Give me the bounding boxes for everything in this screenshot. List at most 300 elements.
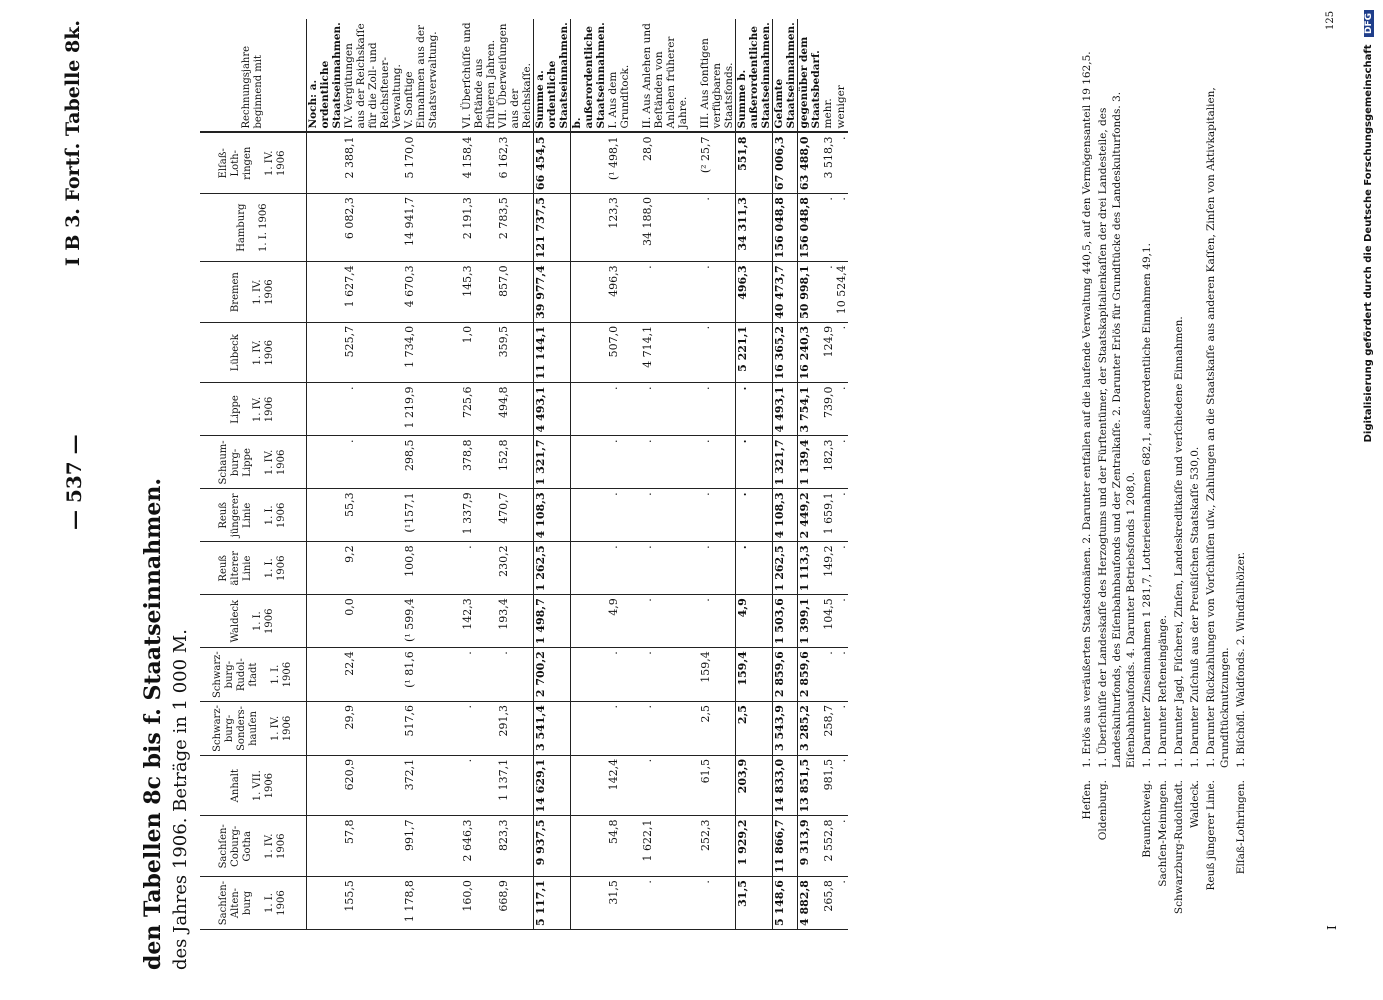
table-row <box>403 19 461 929</box>
table-cell: 6 082,3 <box>343 194 403 262</box>
footnote-text: 1. Darunter Jagd, Fiſcherei, Zinſen, Landeskreditkaſſe und verſchiedene Einnahmen. <box>1173 316 1185 768</box>
table-cell <box>307 648 344 702</box>
column-name: Elſaß-Loth-ringen <box>218 146 253 180</box>
table-cell: . <box>461 755 497 816</box>
row-label: III. Aus ſonſtigen verfügbaren Staatsfonds. <box>699 19 736 132</box>
table-cell: 14 941,7 <box>403 194 461 262</box>
table-cell: 9 937,5 <box>534 816 571 877</box>
footnote <box>1096 50 1138 930</box>
table-cell: . <box>835 702 848 756</box>
table-row <box>307 19 344 929</box>
table-cell: 123,3 <box>607 194 641 262</box>
table-cell: 2 700,2 <box>534 648 571 702</box>
table-cell: . <box>699 262 736 323</box>
table-cell: 156 048,8 <box>798 194 823 262</box>
footnote-state: Braunſchweig. <box>1141 780 1153 858</box>
footnote-state: Oldenburg. <box>1097 780 1109 841</box>
table-cell: . <box>835 542 848 595</box>
footnote-text: 1. Darunter Rückzahlungen von Vorſchüſſen uſw., Zahlungen an die Staatskaſſe aus anderen Kaſſen, Zinſen von Aktivkapitalien, Grundſtücknutzungen. <box>1205 87 1231 768</box>
table-cell: 11 144,1 <box>534 322 571 383</box>
table-cell: 5 148,6 <box>773 877 798 930</box>
table-cell <box>571 194 608 262</box>
table-cell: 55,3 <box>343 489 403 542</box>
column-name: Bremen <box>230 272 241 313</box>
table-cell: 149,2 <box>822 542 835 595</box>
table-header-row <box>200 19 307 929</box>
table-cell: (² 25,7 <box>699 132 736 193</box>
table-cell: 4 882,8 <box>798 877 823 930</box>
table-cell: 1 137,1 <box>497 755 534 816</box>
row-label: VII. Überweiſungen aus der Reichskaſſe. <box>497 19 534 132</box>
table-cell: 40 473,7 <box>773 262 798 323</box>
table-cell <box>307 542 344 595</box>
table-cell: . <box>343 436 403 489</box>
table-cell: 2 552,8 <box>822 816 835 877</box>
column-header <box>200 322 307 383</box>
column-date: 1. IV. 1906 <box>252 279 275 305</box>
column-name: Lübeck <box>230 334 241 372</box>
table-cell: . <box>641 877 699 930</box>
row-label: V. Sonſtige Einnahmen aus der Staatsverwaltung. <box>403 19 461 132</box>
table-cell: 193,4 <box>497 595 534 648</box>
row-label: weniger <box>835 19 848 132</box>
table-cell: 517,6 <box>403 702 461 756</box>
table-cell: . <box>641 489 699 542</box>
column-name: Sachſen-Alten-burg <box>218 880 253 926</box>
row-label: II. Aus Anlehen und Beſtänden von Anlehen früherer Jahre. <box>641 19 699 132</box>
row-label: b. außerordentliche Staatseinnahmen. <box>571 19 608 132</box>
table-cell: 4 493,1 <box>773 383 798 436</box>
column-date: 1. IV. 1906 <box>264 150 287 176</box>
table-cell: 551,8 <box>736 132 773 193</box>
table-row <box>607 19 641 929</box>
column-header <box>200 436 307 489</box>
table-cell: 152,8 <box>497 436 534 489</box>
table-cell: . <box>736 383 773 436</box>
column-date: 1. IV. 1906 <box>252 396 275 423</box>
table-cell: 5 170,0 <box>403 132 461 193</box>
table-cell: 1 929,2 <box>736 816 773 877</box>
table-cell: . <box>607 489 641 542</box>
table-cell: 1 498,7 <box>534 595 571 648</box>
table-cell: . <box>641 262 699 323</box>
table-cell: . <box>461 648 497 702</box>
table-cell: 2 646,3 <box>461 816 497 877</box>
table-cell: 494,8 <box>497 383 534 436</box>
table-cell: 1 627,4 <box>343 262 403 323</box>
table-reference: I B 3. Fortſ. Tabelle 8k. <box>62 20 84 267</box>
table-cell: 4,9 <box>736 595 773 648</box>
table-cell <box>571 702 608 756</box>
table-cell: 14 833,0 <box>773 755 798 816</box>
table-cell: . <box>699 877 736 930</box>
table-cell: 28,0 <box>641 132 699 193</box>
table-cell: . <box>699 194 736 262</box>
page-title: den Tabellen 8c bis f. Staatseinnahmen. <box>140 477 166 970</box>
digitization-credit <box>1363 10 1374 1000</box>
table-cell <box>307 436 344 489</box>
table-cell: 100,8 <box>403 542 461 595</box>
table-cell <box>571 322 608 383</box>
table-cell: . <box>607 702 641 756</box>
footnote-text: 1. Darunter Zinseinnahmen 1 281,7, Lotterieeinnahmen 682,1, außerordentliche Einnahmen 49,1. <box>1141 243 1153 768</box>
table-cell: . <box>497 648 534 702</box>
table-cell: . <box>641 648 699 702</box>
column-date: 1. IV. 1906 <box>252 339 275 366</box>
table-cell: 258,7 <box>822 702 835 756</box>
table-cell: 1 399,1 <box>798 595 823 648</box>
table-cell: 4 158,4 <box>461 132 497 193</box>
column-name: Sachſen-Coburg-Gotha <box>218 824 253 869</box>
table-cell: 857,0 <box>497 262 534 323</box>
table-cell: . <box>699 595 736 648</box>
table-cell: 13 851,5 <box>798 755 823 816</box>
table-cell: 620,9 <box>343 755 403 816</box>
table-cell <box>571 436 608 489</box>
table-cell: 1 321,7 <box>773 436 798 489</box>
table-cell: 159,4 <box>699 648 736 702</box>
table-cell: 3 285,2 <box>798 702 823 756</box>
row-label: VI. Überſchüſſe und Beſtände aus früheren Jahren. <box>461 19 497 132</box>
table-cell: . <box>641 702 699 756</box>
table-cell <box>307 595 344 648</box>
row-label: mehr. <box>822 19 835 132</box>
table-cell <box>307 132 344 193</box>
table-cell: 50 998,1 <box>798 262 823 323</box>
footnote <box>1140 50 1154 930</box>
table-cell: . <box>835 322 848 383</box>
dfg-logo: DFG <box>1364 10 1374 37</box>
table-cell: 372,1 <box>403 755 461 816</box>
table-body <box>307 19 849 929</box>
table-cell: 668,9 <box>497 877 534 930</box>
row-label: gegenüber dem Staatsbedarf. <box>798 19 823 132</box>
table-cell: . <box>835 816 848 877</box>
table-cell: 725,6 <box>461 383 497 436</box>
table-cell: . <box>699 436 736 489</box>
footnote-text: 1. Biſchöfl. Waldfonds. 2. Windfallhölzer. <box>1235 552 1247 768</box>
table-cell: . <box>835 194 848 262</box>
table-cell: . <box>641 595 699 648</box>
table-cell: 2 388,1 <box>343 132 403 193</box>
table-cell <box>307 816 344 877</box>
column-date: 1. I. 1906 <box>252 608 275 634</box>
column-header <box>200 877 307 930</box>
table-row <box>835 19 848 929</box>
table-row <box>822 19 835 929</box>
table-cell: 9,2 <box>343 542 403 595</box>
table-cell: 121 737,5 <box>534 194 571 262</box>
table-cell <box>571 816 608 877</box>
column-header <box>200 489 307 542</box>
table-cell: 5 117,1 <box>534 877 571 930</box>
column-name: Reuß älterer Linie <box>218 551 253 586</box>
table-cell: 2 859,6 <box>773 648 798 702</box>
table-cell: 124,9 <box>822 322 835 383</box>
table-cell: . <box>736 489 773 542</box>
table-cell: 11 866,7 <box>773 816 798 877</box>
row-header: Rechnungsjahre beginnend mit <box>200 19 307 132</box>
table-cell: . <box>607 383 641 436</box>
table-cell: 1 113,3 <box>798 542 823 595</box>
table-cell: 39 977,4 <box>534 262 571 323</box>
table-cell: 298,5 <box>403 436 461 489</box>
table-cell: 2,5 <box>736 702 773 756</box>
table-cell: 54,8 <box>607 816 641 877</box>
table-cell: . <box>607 436 641 489</box>
table-cell: 1 262,5 <box>534 542 571 595</box>
footnote-state: Sachſen-Meiningen. <box>1157 780 1169 887</box>
table-cell: 142,4 <box>607 755 641 816</box>
table-cell <box>307 322 344 383</box>
table-cell: 496,3 <box>607 262 641 323</box>
table-cell: . <box>343 383 403 436</box>
column-date: 1. I. 1906 <box>264 890 287 916</box>
table-cell: 160,0 <box>461 877 497 930</box>
table-row <box>773 19 798 929</box>
table-cell: 61,5 <box>699 755 736 816</box>
column-date: 1. VII. 1906 <box>252 770 275 802</box>
table-cell: 1 219,9 <box>403 383 461 436</box>
table-cell: 1 659,1 <box>822 489 835 542</box>
table-cell: . <box>835 489 848 542</box>
table-cell: 155,5 <box>343 877 403 930</box>
footnote-text: 1. Überſchüſſe der Landeskaſſe des Herzogtums und der Fürſtentümer, der Staatskapitalienkaſſen der drei Landesteile, des Landeskulturfonds, des Eiſenbahnbaufonds und der Zentralkaſſe. 2. Darunter Erlös für Grundſtücke des Landeskulturfonds. 3. Eiſenbahnbaufonds. 4. Darunter Betriebsfonds 1 208,0. <box>1097 91 1137 768</box>
table-cell: 252,3 <box>699 816 736 877</box>
footnote-text: 1. Darunter Zuſchuß aus der Preußiſchen Staatskaſſe 530,0. <box>1189 446 1201 768</box>
column-header <box>200 648 307 702</box>
column-header <box>200 262 307 323</box>
table-cell: . <box>835 877 848 930</box>
column-name: Anhalt <box>230 769 241 803</box>
table-cell: . <box>461 542 497 595</box>
column-name: Schwarz-burg-Rudol-ſtadt <box>212 651 259 699</box>
table-cell: 230,2 <box>497 542 534 595</box>
table-cell: 145,3 <box>461 262 497 323</box>
table-cell <box>571 648 608 702</box>
table-cell: . <box>641 383 699 436</box>
table-cell: 34 188,0 <box>641 194 699 262</box>
table-cell: 5 221,1 <box>736 322 773 383</box>
table-row <box>699 19 736 929</box>
table-cell: . <box>835 132 848 193</box>
table-cell <box>307 702 344 756</box>
footnote-text: 1. Erlös aus veräußerten Staatsdomänen. 2. Darunter entfallen auf die laufende Verwaltung 440,5, auf den Vermögensanteil 19 162,5. <box>1081 51 1093 768</box>
table-row <box>641 19 699 929</box>
footnote <box>1204 50 1232 930</box>
sheet-number: 125 <box>1325 10 1336 30</box>
table-cell: 4 108,3 <box>534 489 571 542</box>
column-date: 1. IV. 1906 <box>264 449 287 476</box>
column-date: 1. I. 1906 <box>270 661 293 688</box>
table-cell <box>571 489 608 542</box>
table-cell <box>307 262 344 323</box>
table-cell: . <box>822 648 835 702</box>
table-cell <box>571 755 608 816</box>
table-cell: 4 714,1 <box>641 322 699 383</box>
table-row <box>736 19 773 929</box>
row-label: Summe a. ordentliche Staatseinnahmen. <box>534 19 571 132</box>
column-header <box>200 816 307 877</box>
table-cell: 14 629,1 <box>534 755 571 816</box>
table-cell <box>571 132 608 193</box>
table-cell: . <box>835 383 848 436</box>
table-cell: 3 543,9 <box>773 702 798 756</box>
table-cell: . <box>641 436 699 489</box>
table-cell: . <box>699 542 736 595</box>
table-cell: . <box>699 383 736 436</box>
column-date: 1. IV. 1906 <box>264 833 287 859</box>
column-header <box>200 542 307 595</box>
column-header <box>200 132 307 193</box>
row-label: IV. Vergütungen aus der Reichskaſſe für die Zoll- und Reichsſteuer-Verwaltung. <box>343 19 403 132</box>
table-cell: 57,8 <box>343 816 403 877</box>
table-cell: 1 178,8 <box>403 877 461 930</box>
table-cell: 507,0 <box>607 322 641 383</box>
table-cell: 22,4 <box>343 648 403 702</box>
table-row <box>534 19 571 929</box>
row-label: Summe b. außerordentliche Staatseinnahmen. <box>736 19 773 132</box>
table-cell: 16 240,3 <box>798 322 823 383</box>
table-cell <box>307 489 344 542</box>
table-cell: 2 449,2 <box>798 489 823 542</box>
table-cell: . <box>641 542 699 595</box>
table-cell: 16 365,2 <box>773 322 798 383</box>
column-date: 1. I. 1906 <box>258 203 269 252</box>
footnote <box>1080 50 1094 930</box>
footnote-state: Reuß jüngerer Linie. <box>1205 780 1217 891</box>
table-cell: . <box>699 322 736 383</box>
table-cell: 29,9 <box>343 702 403 756</box>
revenue-table <box>200 19 848 930</box>
table-cell: 4 493,1 <box>534 383 571 436</box>
table-cell: . <box>736 542 773 595</box>
column-date: 1. I. 1906 <box>264 502 287 529</box>
table-cell: 981,5 <box>822 755 835 816</box>
table-cell: 991,7 <box>403 816 461 877</box>
table-cell: 823,3 <box>497 816 534 877</box>
page-number: — 537 — <box>62 434 86 530</box>
row-label: Noch: a. ordentliche Staatseinnahmen. <box>307 19 344 132</box>
column-date: 1. IV. 1906 <box>270 715 293 742</box>
footnote-state: Schwarzburg-Rudolſtadt. <box>1173 780 1185 915</box>
table-cell: 2 783,5 <box>497 194 534 262</box>
footnote <box>1188 50 1202 930</box>
table-cell: 4 670,3 <box>403 262 461 323</box>
column-header <box>200 383 307 436</box>
table-cell: 3 518,3 <box>822 132 835 193</box>
table-cell: 4 108,3 <box>773 489 798 542</box>
table-cell: 1,0 <box>461 322 497 383</box>
table-cell: (¹ 498,1 <box>607 132 641 193</box>
table-cell: 4,9 <box>607 595 641 648</box>
table-cell: 31,5 <box>736 877 773 930</box>
table-row <box>798 19 823 929</box>
table-cell: 3 754,1 <box>798 383 823 436</box>
table-cell: 2,5 <box>699 702 736 756</box>
table-cell: 9 313,9 <box>798 816 823 877</box>
table-row <box>343 19 403 929</box>
column-name: Lippe <box>230 395 241 424</box>
table-cell <box>307 877 344 930</box>
table-cell: 182,3 <box>822 436 835 489</box>
footnote <box>1234 50 1248 930</box>
footnote-state: Elſaß-Lothringen. <box>1235 780 1247 875</box>
column-name: Waldeck <box>230 599 241 643</box>
table-cell: . <box>835 595 848 648</box>
table-cell: 1 139,4 <box>798 436 823 489</box>
footnote <box>1156 50 1170 930</box>
table-cell: (¹ 81,6 <box>403 648 461 702</box>
table-cell: 739,0 <box>822 383 835 436</box>
column-date: 1. I. 1906 <box>264 555 287 582</box>
table-cell: . <box>607 542 641 595</box>
table-cell <box>307 755 344 816</box>
table-cell: 1 503,6 <box>773 595 798 648</box>
table-cell: 1 337,9 <box>461 489 497 542</box>
table-cell: 66 454,5 <box>534 132 571 193</box>
table-cell: 496,3 <box>736 262 773 323</box>
table-cell: 2 859,6 <box>798 648 823 702</box>
footnote-state: Heſſen. <box>1081 780 1093 820</box>
table-cell: 1 622,1 <box>641 816 699 877</box>
page-subtitle: des Jahres 1906. Beträge in 1 000 M. <box>170 629 191 970</box>
credit-text: Digitalisierung gefördert durch die Deutsche Forschungsgemeinschaft <box>1363 44 1374 443</box>
table-cell: . <box>835 755 848 816</box>
table-row <box>461 19 497 929</box>
table-cell: . <box>822 262 835 323</box>
table-cell: 291,3 <box>497 702 534 756</box>
table-cell: . <box>835 648 848 702</box>
table-cell: 378,8 <box>461 436 497 489</box>
table-cell: 2 191,3 <box>461 194 497 262</box>
table-cell <box>307 194 344 262</box>
column-name: Hamburg <box>236 203 247 252</box>
row-label: I. Aus dem Grundſtock. <box>607 19 641 132</box>
table-cell <box>571 383 608 436</box>
table-cell <box>571 262 608 323</box>
table-cell: 203,9 <box>736 755 773 816</box>
table-cell: 104,5 <box>822 595 835 648</box>
table-cell: 142,3 <box>461 595 497 648</box>
footnotes <box>1080 50 1250 930</box>
row-label: Geſamte Staatseinnahmen. <box>773 19 798 132</box>
table-cell: 10 524,4 <box>835 262 848 323</box>
table-cell <box>571 542 608 595</box>
table-cell: . <box>607 648 641 702</box>
footnote-state: Waldeck. <box>1189 780 1201 829</box>
footnote-text: 1. Darunter Reſteneingänge. <box>1157 615 1169 768</box>
table-row <box>497 19 534 929</box>
column-header <box>200 755 307 816</box>
table-cell: 159,4 <box>736 648 773 702</box>
table-cell: 1 321,7 <box>534 436 571 489</box>
table-cell: 1 262,5 <box>773 542 798 595</box>
column-name: Schwarz-burg-Sonders-hauſen <box>212 705 259 752</box>
table-cell <box>571 877 608 930</box>
footnote <box>1172 50 1186 930</box>
table-cell: 34 311,3 <box>736 194 773 262</box>
table-cell: . <box>641 755 699 816</box>
table-cell: . <box>461 702 497 756</box>
column-header <box>200 595 307 648</box>
table-cell: 1 734,0 <box>403 322 461 383</box>
table-cell: . <box>835 436 848 489</box>
table-cell: 156 048,8 <box>773 194 798 262</box>
column-name: Schaum-burg-Lippe <box>218 440 253 485</box>
table-cell: . <box>736 436 773 489</box>
footer-mark: I <box>1325 925 1339 930</box>
